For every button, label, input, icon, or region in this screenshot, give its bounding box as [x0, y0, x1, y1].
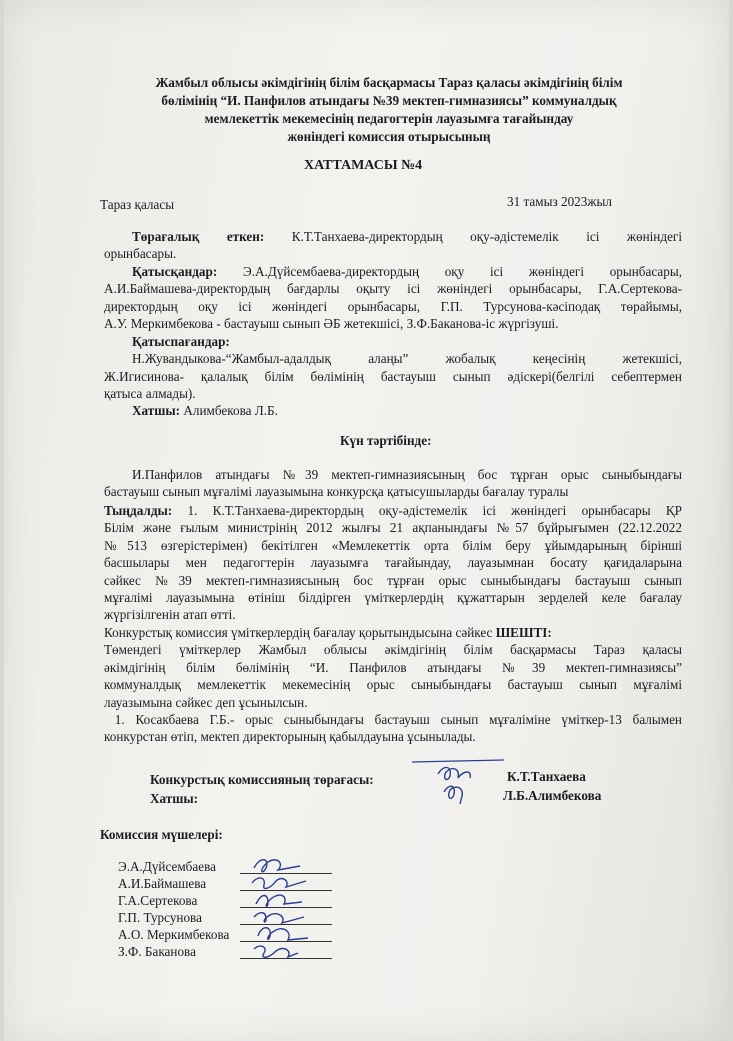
secretary-label: Хатшы:	[132, 403, 181, 418]
chair-sign-label: Конкурстық комиссияның төрағасы:	[150, 772, 374, 787]
absent-text: қатыса алмады).	[104, 386, 196, 402]
secretary-section	[104, 402, 682, 419]
heard-text: 1. К.Т.Танхаева-директордың оқу-әдістемелік ісі жөніндегі орынбасары ҚР	[187, 503, 682, 518]
member-name: Э.А.Дүйсембаева	[118, 859, 217, 874]
header-line: бөлімінің “И. Панфилов атындағы №39 мектеп-гимназиясы” коммуналдық	[161, 93, 617, 108]
secretary-sign-label: Хатшы:	[150, 791, 199, 806]
document-page	[4, 0, 729, 1041]
place: Тараз қаласы	[100, 197, 175, 212]
decision-word: ШЕШТІ:	[495, 625, 552, 640]
participants-section	[104, 263, 682, 333]
decision-item: 1. Косакбаева Г.Б.- орыс сыныбындағы бастауыш сынып мұғаліміне үміткер-13 балымен	[114, 712, 682, 728]
chair-text: К.Т.Танхаева-директордың оқу-әдістемелік ісі жөніндегі	[291, 229, 682, 244]
header-line: мемлекеттік мекемесінің педагогтерін лауазымға тағайындау	[204, 111, 574, 126]
decision-text: Төмендегі үміткерлер Жамбыл облысы әкімдігінің білім басқармасы Тараз қаласы	[104, 642, 682, 658]
absent-text: Ж.Игисинова- қалалық білім бөлімінің бастауыш сынып әдіскері(белгілі себептермен	[104, 368, 682, 384]
chair-sign-name: К.Т.Танхаева	[507, 769, 586, 784]
secretary-name: Алимбекова Л.Б.	[183, 403, 278, 418]
agenda-text: бастауыш сынып мұғалімі лауазымына конкурсқа қатысушыларды бағалау туралы	[104, 484, 569, 500]
member-signature	[248, 939, 318, 963]
decision-text: коммуналдық мемлекеттік мекемесінің орыс сыныбындағы бастауыш сынып мұғалімі	[104, 677, 682, 693]
decision-text: Конкурстық комиссия үміткерлердің бағалау қорытындысына сәйкес	[104, 625, 493, 640]
chair-label: Төрағалық еткен:	[132, 229, 265, 244]
decision-text: лауазымына сәйкес деп ұсынылсын.	[104, 694, 308, 710]
member-name: Г.П. Турсунова	[118, 910, 202, 925]
heard-text: №513 өзгерістерімен) бекітілген «Мемлекеттік орта білім беру ұйымдарының бірінші	[104, 537, 682, 553]
participants-text: директордың оқу ісі жөніндегі орынбасары, Г.П. Турсунова-кәсіподақ төрайымы,	[104, 298, 682, 314]
agenda-section	[104, 466, 682, 501]
heard-text: жүргізілгенін атап өтті.	[104, 607, 236, 623]
heard-text: басшылары мен педагогтерін лауазымға тағайындау, лауазымнан босату қағидаларына	[104, 555, 682, 571]
members-heading: Комиссия мүшелері:	[100, 827, 223, 842]
document-header	[104, 74, 674, 146]
agenda-heading: Күн тәртібінде:	[340, 433, 432, 448]
absent-section	[104, 333, 682, 403]
decision-section	[104, 624, 682, 746]
header-line: Жамбыл облысы әкімдігінің білім басқармасы Тараз қаласы әкімдігінің білім	[155, 75, 623, 90]
member-name: А.И.Баймашева	[118, 876, 207, 891]
member-name: А.О. Меркимбекова	[118, 927, 230, 942]
member-name: Г.А.Сертекова	[118, 893, 198, 908]
decision-item: конкурстан өтіп, мектеп директорының қабылдауына ұсынылады.	[104, 729, 476, 745]
agenda-text: И.Панфилов атындағы №39 мектеп-гимназиясының бос тұрған орыс сыныбындағы	[132, 467, 682, 482]
heard-text: мұғалімі лауазымына өтініш білдірген үміткерлердің құжаттарын зерделей келе бағалау	[104, 590, 682, 606]
heard-label: Тыңдалды:	[104, 503, 173, 518]
participants-label: Қатысқандар:	[132, 264, 218, 279]
decision-text: әкімдігінің білім бөлімінің “И. Панфилов атындағы №39 мектеп-гимназиясы”	[104, 659, 682, 675]
secretary-sign-name: Л.Б.Алимбекова	[503, 788, 602, 803]
heard-section	[104, 502, 682, 624]
chair-section	[104, 228, 682, 263]
participants-text: А.У. Меркимбекова - бастауыш сынып ӘБ жетекшісі, З.Ф.Баканова-іс жүргізуші.	[104, 316, 559, 332]
participants-text: Э.А.Дүйсембаева-директордың оқу ісі жөніндегі орынбасары,	[242, 264, 682, 279]
date: 31 тамыз 2023жыл	[507, 194, 612, 209]
member-name: З.Ф. Баканова	[118, 944, 196, 959]
absent-text: Н.Жувандыкова-“Жамбыл-адалдық алаңы” жобалық кеңесінің жетекшісі,	[132, 351, 682, 367]
participants-text: А.И.Баймашева-директордың бағдарлы оқыту ісі жөніндегі орынбасары, Г.А.Сертекова-	[104, 281, 682, 297]
chair-text: орынбасары.	[104, 246, 177, 262]
header-line: жөніндегі комиссия отырысының	[287, 129, 491, 144]
absent-label: Қатыспағандар:	[132, 334, 230, 349]
document-title: ХАТТАМАСЫ №4	[304, 158, 423, 173]
heard-text: сәйкес №39 мектеп-гимназиясының бос тұрған орыс сыныбындағы бастауыш сынып	[104, 572, 682, 588]
heard-text: Білім және ғылым министрінің 2012 жылғы 21 ақпанындағы №57 бұйрығымен (22.12.2022	[104, 520, 682, 536]
chair-signature	[408, 752, 508, 808]
